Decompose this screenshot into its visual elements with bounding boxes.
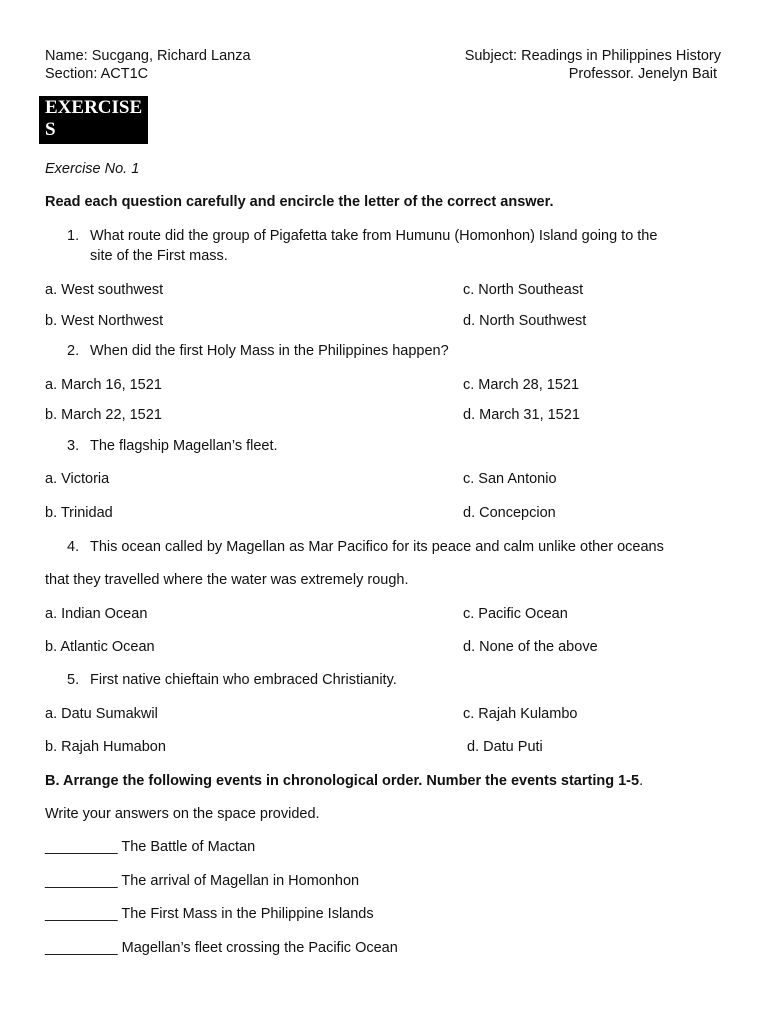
question-text: What route did the group of Pigafetta take from Humunu (Homonhon) Island going to the [90,228,658,244]
event-text: The First Mass in the Philippine Islands [121,906,374,922]
event-row [45,838,255,856]
instruction-a: Read each question carefully and encircle the letter of the correct answer. [45,194,554,210]
choice-c[interactable]: c. March 28, 1521 [463,377,580,393]
professor-line: Professor. Jenelyn Bait [568,66,717,82]
choice-b[interactable]: b. Trinidad [45,505,113,521]
instruction-b [45,772,643,790]
choice-b[interactable]: b. March 22, 1521 [45,407,162,423]
event-row [45,872,359,890]
choice-d[interactable]: d. None of the above [463,639,598,655]
answer-blank[interactable]: _________ [45,906,118,922]
instruction-b-text: B. Arrange the following events in chronological order. Number the events starting 1-5 [45,773,640,789]
choice-b[interactable]: b. Atlantic Ocean [45,639,155,655]
answer-blank[interactable]: _________ [45,873,118,889]
question-text: First native chieftain who embraced Christianity. [90,672,397,688]
event-row [45,939,398,957]
question-number: 4. [67,539,80,555]
choice-a[interactable]: a. Victoria [45,471,110,487]
choice-b[interactable]: b. West Northwest [45,313,164,329]
student-name: Name: Sucgang, Richard Lanza [45,48,251,64]
exercises-banner: EXERCISES [39,96,148,144]
answer-blank[interactable]: _________ [45,940,118,956]
answer-blank[interactable]: _________ [45,839,118,855]
question-number: 3. [67,438,80,454]
event-text: Magellan’s fleet crossing the Pacific Ocean [121,940,398,956]
instruction-b-sub: Write your answers on the space provided. [45,806,320,822]
question-number: 1. [67,228,80,244]
choice-a[interactable]: a. West southwest [45,282,164,298]
choice-d[interactable]: d. North Southwest [463,313,587,329]
question-text: The flagship Magellan’s fleet. [90,438,278,454]
question-text: This ocean called by Magellan as Mar Pacifico for its peace and calm unlike other oceans [90,539,664,555]
choice-c[interactable]: c. Rajah Kulambo [463,706,578,722]
event-row [45,905,374,923]
event-text: The Battle of Mactan [121,839,256,855]
choice-d[interactable]: d. March 31, 1521 [463,407,580,423]
event-text: The arrival of Magellan in Homonhon [121,873,360,889]
question-text-continued: site of the First mass. [90,248,228,264]
instruction-b-period: . [639,773,644,789]
question-number: 5. [67,672,80,688]
choice-a[interactable]: a. Datu Sumakwil [45,706,158,722]
choice-d[interactable]: d. Concepcion [463,505,556,521]
choice-c[interactable]: c. North Southeast [463,282,584,298]
choice-c[interactable]: c. Pacific Ocean [463,606,568,622]
choice-b[interactable]: b. Rajah Humabon [45,739,166,755]
choice-d[interactable]: d. Datu Puti [467,739,543,755]
choice-a[interactable]: a. Indian Ocean [45,606,148,622]
exercise-label: Exercise No. 1 [45,161,140,177]
choice-a[interactable]: a. March 16, 1521 [45,377,162,393]
question-text: When did the first Holy Mass in the Philippines happen? [90,343,449,359]
choice-c[interactable]: c. San Antonio [463,471,557,487]
subject-line: Subject: Readings in Philippines History [464,48,721,64]
question-text-continued: that they travelled where the water was extremely rough. [45,572,409,588]
student-section: Section: ACT1C [45,66,149,82]
question-number: 2. [67,343,80,359]
